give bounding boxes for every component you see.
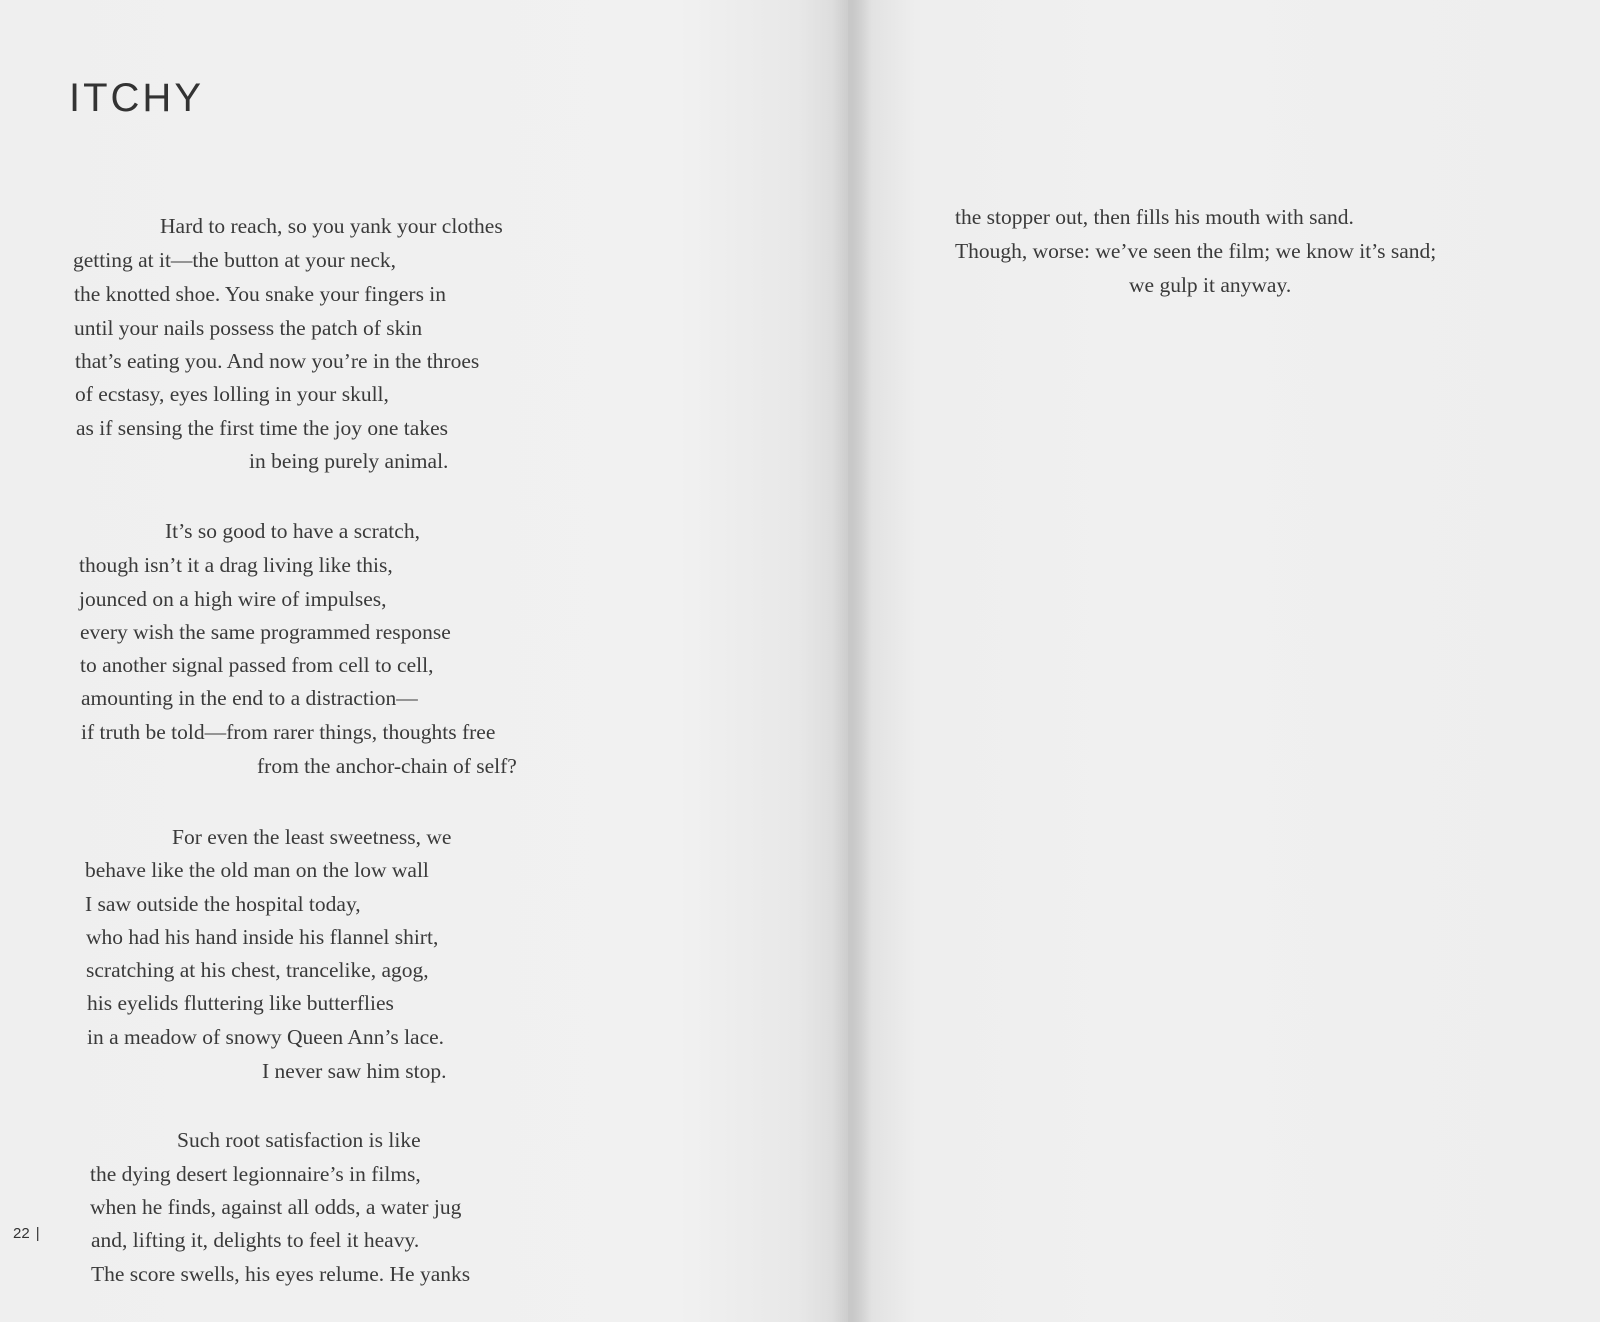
poem-line: The score swells, his eyes relume. He yanks xyxy=(91,1262,471,1286)
poem-line: his eyelids fluttering like butterflies xyxy=(87,991,394,1015)
poem-line: we gulp it anyway. xyxy=(1129,273,1292,297)
poem-line: amounting in the end to a distraction— xyxy=(81,686,418,710)
poem-line: the knotted shoe. You snake your fingers in xyxy=(74,282,447,306)
poem-line: and, lifting it, delights to feel it heavy. xyxy=(91,1228,420,1252)
poem-line: I never saw him stop. xyxy=(262,1059,447,1083)
poem-line: Though, worse: we’ve seen the film; we know it’s sand; xyxy=(955,239,1437,263)
poem-line: jounced on a high wire of impulses, xyxy=(79,587,387,611)
poem-line: It’s so good to have a scratch, xyxy=(165,519,420,543)
page-number-value: 22 xyxy=(13,1225,30,1242)
poem-title: ITCHY xyxy=(69,76,204,120)
poem-line: to another signal passed from cell to cell, xyxy=(80,653,434,677)
page-number xyxy=(13,1225,40,1242)
poem-line: the dying desert legionnaire’s in films, xyxy=(90,1162,421,1186)
poem-line: behave like the old man on the low wall xyxy=(85,858,429,882)
poem-line: as if sensing the first time the joy one takes xyxy=(76,416,448,440)
poem-line: Such root satisfaction is like xyxy=(177,1128,421,1152)
poem-line: from the anchor-chain of self? xyxy=(257,754,517,778)
poem-line: in being purely animal. xyxy=(249,449,449,473)
right-page xyxy=(848,0,1600,1322)
poem-line: scratching at his chest, trancelike, agog, xyxy=(86,958,429,982)
poem-line: in a meadow of snowy Queen Ann’s lace. xyxy=(87,1025,445,1049)
poem-line: who had his hand inside his flannel shirt, xyxy=(86,925,439,949)
poem-line: For even the least sweetness, we xyxy=(172,825,452,849)
poem-line: of ecstasy, eyes lolling in your skull, xyxy=(75,382,389,406)
poem-line: until your nails possess the patch of skin xyxy=(74,316,423,340)
poem-line: though isn’t it a drag living like this, xyxy=(79,553,393,577)
poem-line: if truth be told—from rarer things, thoughts free xyxy=(81,720,496,744)
poem-line: getting at it—the button at your neck, xyxy=(73,248,397,272)
page-number-divider: | xyxy=(35,1225,40,1242)
poem-line: when he finds, against all odds, a water jug xyxy=(90,1195,462,1219)
poem-line: the stopper out, then fills his mouth with sand. xyxy=(955,205,1354,229)
poem-line: I saw outside the hospital today, xyxy=(85,892,361,916)
poem-line: Hard to reach, so you yank your clothes xyxy=(160,214,503,238)
poem-line: every wish the same programmed response xyxy=(80,620,451,644)
poem-line: that’s eating you. And now you’re in the throes xyxy=(75,349,480,373)
